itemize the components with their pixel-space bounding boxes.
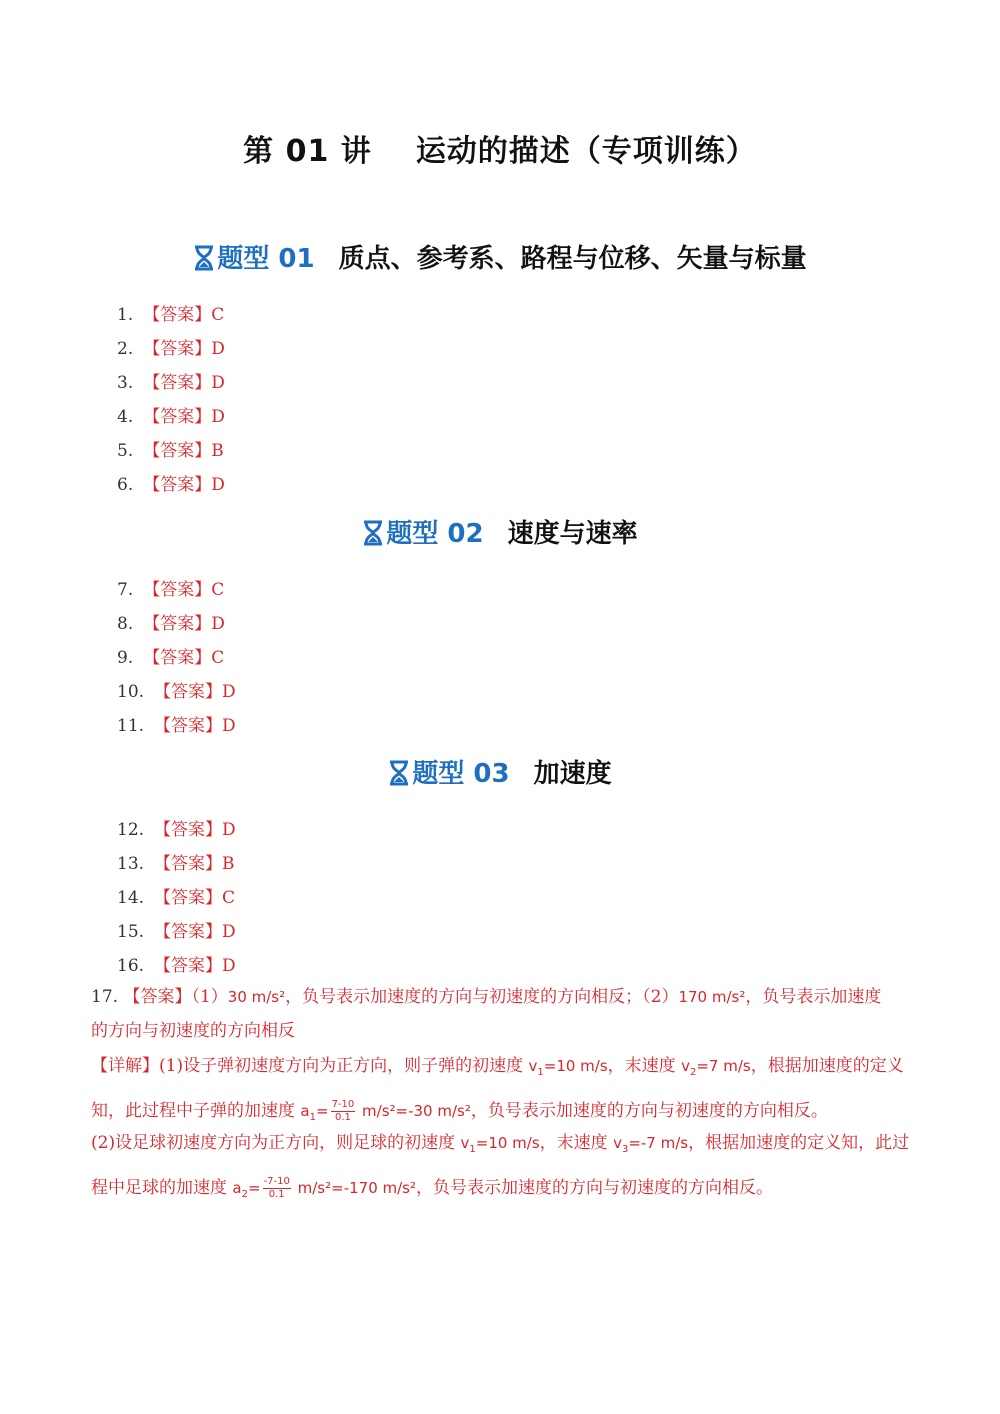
title-lecture: 第 01 讲: [243, 134, 372, 169]
answer-item: 12. 【答案】D: [117, 820, 236, 840]
answer-item: 13. 【答案】B: [117, 854, 235, 874]
answer-item: 7. 【答案】C: [117, 580, 225, 600]
answer-item: 10. 【答案】D: [117, 682, 236, 702]
q17-number: 17.: [91, 987, 119, 1007]
q17-detail-1: 【详解】(1)设子弹初速度方向为正方向，则子弹的初速度 $v_1=10$ m/s，末速度 $v_2=7$ m/s，根据加速度的定义 知，此过程中子弹的加速度 $a_1=$ $\frac{7-10}{0.1}$ m/s²=-30 m/s²，负号表示加速度的方向与初速度的方向相反。: [91, 1056, 904, 1123]
section-name: 质点、参考系、路程与位移、矢量与标量: [338, 244, 807, 274]
answer-item: 1. 【答案】C: [117, 305, 225, 325]
answer-item: 6. 【答案】D: [117, 475, 225, 495]
hourglass-icon: [388, 760, 410, 786]
fraction: $\frac{-7-10}{0.1}$: [263, 1176, 290, 1200]
answer-item: 16. 【答案】D: [117, 956, 236, 976]
answer-item: 5. 【答案】B: [117, 441, 224, 461]
answer-item: 3. 【答案】D: [117, 373, 225, 393]
section-name: 速度与速率: [507, 519, 638, 549]
hourglass-icon: [362, 520, 384, 546]
answer-item: 4. 【答案】D: [117, 407, 225, 427]
answer-item: 8. 【答案】D: [117, 614, 225, 634]
section-heading-01: [0, 238, 1000, 275]
section-heading-03: [0, 753, 1000, 790]
answer-item: 15. 【答案】D: [117, 922, 236, 942]
answer-item: 14. 【答案】C: [117, 888, 236, 908]
fraction: $\frac{7-10}{0.1}$: [331, 1099, 355, 1123]
section-label: 题型 03: [412, 759, 510, 789]
page-title: [0, 126, 1000, 170]
q17-detail-2: (2)设足球初速度方向为正方向，则足球的初速度 $v_1=10$ m/s，末速度 $v_3=-7$ m/s，根据加速度的定义知，此过 程中足球的加速度 $a_2=$ $\frac{-7-10}{0.1}$ m/s²=-170 m/s²，负号表示加速度的方向与初速度的方向相反。: [91, 1133, 910, 1200]
section-label: 题型 01: [217, 244, 315, 274]
section-label: 题型 02: [386, 519, 484, 549]
title-topic: 运动的描述（专项训练）: [415, 134, 757, 169]
hourglass-icon: [193, 245, 215, 271]
q17-answer: 17. 【答案】（1）30 m/s²，负号表示加速度的方向与初速度的方向相反；（2）170 m/s²，负号表示加速度 的方向与初速度的方向相反: [91, 987, 882, 1041]
answer-item: 11. 【答案】D: [117, 716, 236, 736]
section-name: 加速度: [533, 759, 612, 789]
section-heading-02: [0, 513, 1000, 550]
answer-item: 2. 【答案】D: [117, 339, 225, 359]
answer-item: 9. 【答案】C: [117, 648, 225, 668]
